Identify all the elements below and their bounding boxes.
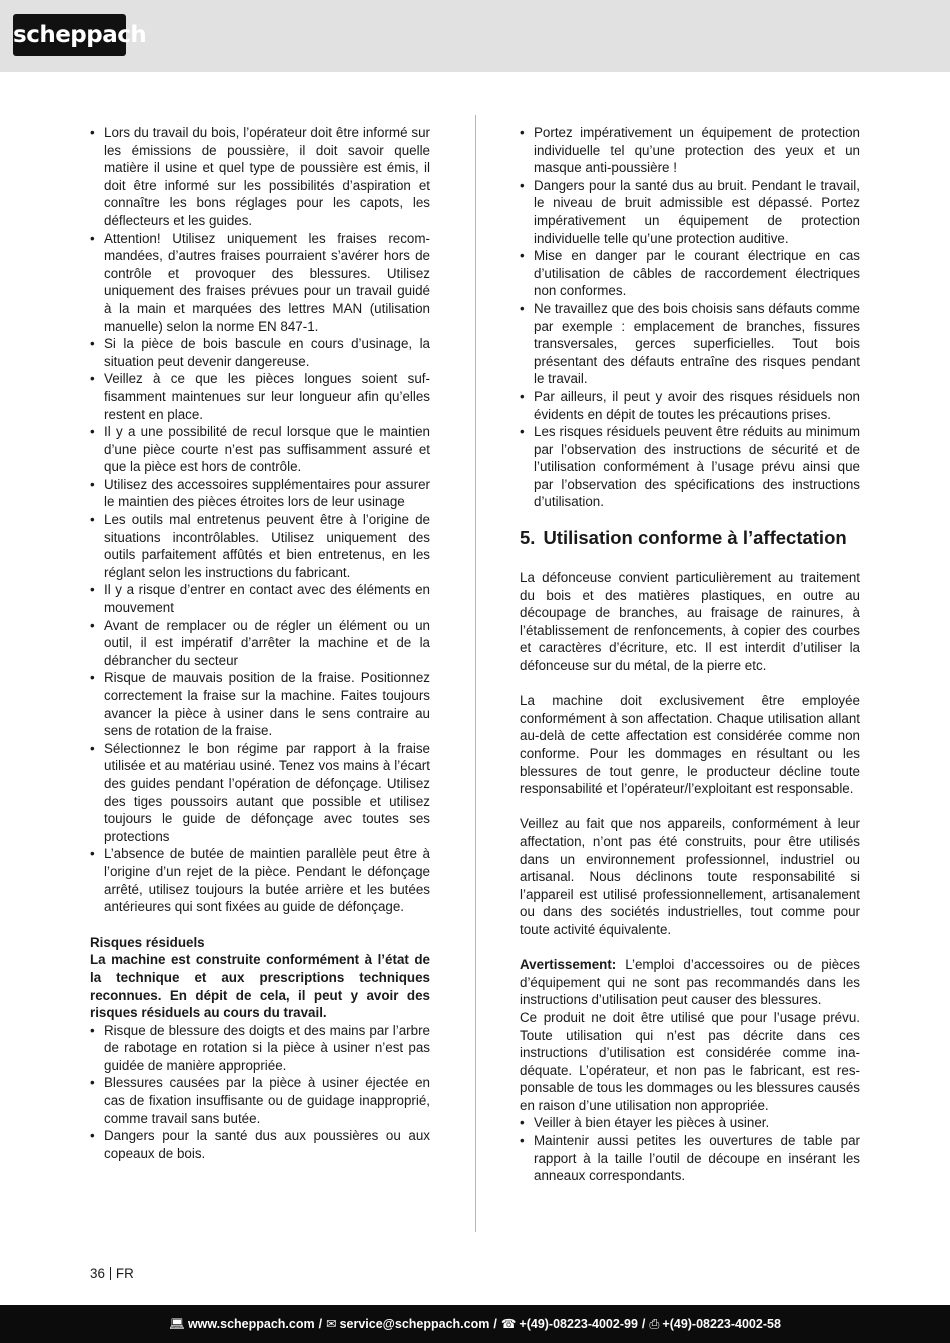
section-title: Utilisation conforme à l’affectation xyxy=(543,527,847,549)
usage-list xyxy=(520,1114,860,1184)
list-item: • Veiller à bien étayer les pièces à usiner. xyxy=(520,1114,860,1132)
list-item: • Dangers pour la santé dus au bruit. Pendant le travail, le niveau de bruit admissible est dépassé. Portez impérativement un équipement de protection individuelle telle qu’une protection auditive. xyxy=(520,177,860,247)
footer-email[interactable]: service@scheppach.com xyxy=(339,1317,490,1331)
paragraph: Veillez au fait que nos appareils, conformément à leur affectation, n’ont pas été construits, pour être utilisés dans un environnement professionnel, industriel ou artisanal. Nous déclinons toute responsabilité si l’appareil est utilisé professionnellement, artisanalement ou dans des sociétés industrielles, tout comme pour toute activité équivalente. xyxy=(520,816,860,937)
paragraph: La défonceuse convient particulièrement au traitement du bois et des matières plastiques, en outre au découpage de branches, au fraisage de rainures, à l’établissement de renfoncements, à copier des courbes et caractères d’écriture, etc. Il est interdit d’utiliser la défonceuse sur du métal, de la pierre etc. xyxy=(520,570,860,674)
list-item: • Attention! Utilisez uniquement les fraises recommandées, d’autres fraises pourraient s’avérer hors de contrôle et provoquer des blessures. Utilisez uniquement des fraises prévues pour un travail guidé à la main et marquées des lettres MAN (utilisation manuelle) selon la norme EN 847-1. xyxy=(90,230,430,336)
mail-icon: ✉︎ xyxy=(326,1317,337,1331)
residual-risks-list xyxy=(90,1022,430,1163)
header-band xyxy=(0,0,950,72)
list-item: • Les risques résiduels peuvent être réduits au minimum par l’observation des instructions de sécurité et de l’utilisation conformément à l’usage prévu ainsi que par l’observation des spécifications des instructions d’utilisation. xyxy=(520,423,860,511)
list-item: • Les outils mal entretenus peuvent être à l’origine de situations incontrôlables. Utilisez uniquement des outils parfaitement affûtés et bien entretenus, en les réglant selon les instructions du fabricant. xyxy=(90,511,430,581)
list-item: • Utilisez des accessoires supplémentaires pour assurer le maintien des pièces étroites lors de leur usinage xyxy=(90,476,430,511)
residual-risks-heading: Risques résiduels xyxy=(90,934,205,950)
footer-website[interactable]: www.scheppach.com xyxy=(187,1317,315,1331)
fax-icon: ⎙ xyxy=(649,1317,660,1331)
list-item: • Si la pièce de bois bascule en cours d’usinage, la situation peut devenir dangereuse. xyxy=(90,335,430,370)
page-language: FR xyxy=(115,1266,134,1281)
list-item: • Lors du travail du bois, l’opérateur doit être informé sur les émissions de poussière, il doit savoir quelle matière il usine et quel type de poussière est émis, il doit être informé sur les possibilités d’aspiration et connaître les bons réglages pour les capots, les déflecteurs et les guides. xyxy=(90,124,430,230)
list-item: • Ne travaillez que des bois choisis sans défauts comme par exemple : emplacement de branches, fissures transversales, gerces superficielles. Tout bois présentant des défauts entraîne des risques pendant le travail. xyxy=(520,300,860,388)
list-item: • Portez impérativement un équipement de protection individuelle tel qu’une protection des yeux et un masque anti-poussière ! xyxy=(520,124,860,177)
scheppach-logo: scheppach xyxy=(13,14,126,56)
list-item: • Avant de remplacer ou de régler un élément ou un outil, il est impératif d’arrêter la machine et de la débrancher du secteur xyxy=(90,617,430,670)
left-column xyxy=(90,124,430,1162)
page-number-value: 36 xyxy=(90,1266,105,1281)
list-item: • Maintenir aussi petites les ouvertures de table par rapport à la taille l’outil de découpe en insérant les anneaux correspondants. xyxy=(520,1132,860,1185)
list-item: • Risque de blessure des doigts et des mains par l’arbre de rabotage en rotation si la pièce à usiner n’est pas guidée de manière appropriée. xyxy=(90,1022,430,1075)
list-item: • Dangers pour la santé dus aux poussières ou aux copeaux de bois. xyxy=(90,1127,430,1162)
section-heading xyxy=(520,527,860,549)
list-item: • Par ailleurs, il peut y avoir des risques résiduels non évidents en dépit de toutes les précautions prises. xyxy=(520,388,860,423)
list-item: • L’absence de butée de maintien parallèle peut être à l’origine d’un rejet de la pièce. Pendant le défonçage arrêté, utilisez toujours la butée arrière et les butées antérieures qui sont fixées au guide de défonçage. xyxy=(90,845,430,915)
section-number: 5. xyxy=(520,527,536,549)
warning-text: L’emploi d’accessoires ou de pièces d’équipement qui ne sont pas recommandés dans les instructions d’utilisation peut causer des blessures. xyxy=(520,957,860,1008)
warning-label: Avertissement: xyxy=(520,957,617,973)
list-item: • Sélectionnez le bon régime par rapport à la fraise utilisée et au matériau usiné. Tenez vos mains à l’écart des guides pendant l’opération de défonçage. Utilisez des tiges poussoirs autant que possible et utilisez toujours le guide de défonçage avec toutes ses protections xyxy=(90,740,430,846)
column-divider xyxy=(475,115,476,1232)
right-column xyxy=(520,124,860,1185)
list-item: • Blessures causées par la pièce à usiner éjectée en cas de fixation insuffisante ou de guidage inapproprié, comme travail sans butée. xyxy=(90,1074,430,1127)
list-item: • Risque de mauvais position de la fraise. Positionnez correctement la fraise sur la machine. Faites toujours avancer la pièce à usiner dans le sens contraire au sens de rotation de la fraise. xyxy=(90,669,430,739)
paragraph: Ce produit ne doit être utilisé que pour l’usage prévu. Toute utilisation qui n’est pas décrite dans ces instructions d’utilisation est considérée comme inadéquate. L’opérateur, et non pas le fabricant, est responsable de tous les dommages ou les blessures causés en raison d’une utilisation non appropriée. xyxy=(520,1009,860,1113)
residual-risks-list-continued xyxy=(520,124,860,511)
list-item: • Il y a une possibilité de recul lorsque que le maintien d’une pièce courte n’est pas suffisamment assuré et que la pièce est hors de contrôle. xyxy=(90,423,430,476)
paragraph: La machine doit exclusivement être employée conformément à son affectation. Chaque utilisation allant au-delà de cette affectation est considérée comme non conforme. Pour les dommages en résultant ou les blessures de tout genre, le producteur décline toute responsabilité et l’opérateur/l’exploitant est responsable. xyxy=(520,693,860,797)
page-separator xyxy=(110,1267,111,1280)
footer-bar xyxy=(0,1305,950,1343)
safety-list xyxy=(90,124,430,916)
list-item: • Mise en danger par le courant électrique en cas d’utilisation de câbles de raccordement électriques non conformes. xyxy=(520,247,860,300)
residual-risks-intro: La machine est construite conformément à l’état de la technique et aux prescriptions techniques reconnues. En dépit de cela, il peut y avoir des risques résiduels au cours du travail. xyxy=(90,952,430,1021)
footer-phone[interactable]: +(49)-08223-4002-99 xyxy=(519,1317,638,1331)
list-item: • Il y a risque d’entrer en contact avec des éléments en mouvement xyxy=(90,581,430,616)
list-item: • Veillez à ce que les pièces longues soient suffisamment maintenues sur leur longueur afin qu’elles restent en place. xyxy=(90,370,430,423)
footer-separator: / xyxy=(493,1317,497,1331)
footer-separator: / xyxy=(641,1317,646,1331)
footer-fax: +(49)-08223-4002-58 xyxy=(662,1317,781,1331)
computer-icon: 💻︎ xyxy=(169,1317,185,1331)
page-number xyxy=(90,1265,134,1283)
footer-separator: / xyxy=(318,1317,323,1331)
warning-paragraph xyxy=(520,956,860,1009)
phone-icon: ☎︎ xyxy=(500,1317,517,1331)
